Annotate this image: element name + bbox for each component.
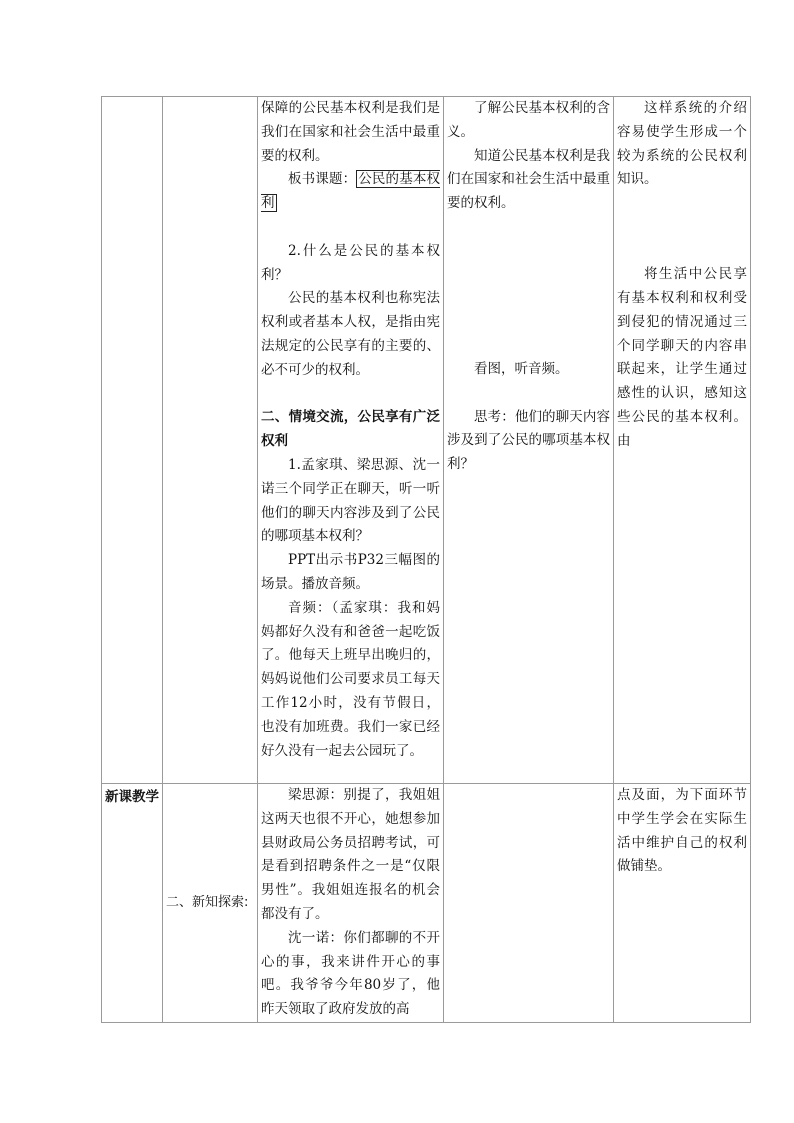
teacher-activity-cell: [258, 97, 444, 784]
stage-label: 新课教学: [105, 789, 159, 805]
subsection-cell: [163, 784, 258, 1023]
ppt-instruction: PPT出示书P32三幅图的场景。播放音频。: [261, 552, 440, 592]
design-intent-cell: [614, 784, 751, 1023]
intent-paragraph-1: 这样系统的介绍容易使学生形成一个较为系统的公民权利知识。: [617, 100, 747, 188]
teacher-paragraph: 保障的公民基本权利是我们是我们在国家和社会生活中最重要的权利。: [261, 100, 440, 164]
lesson-plan-table: [101, 96, 751, 1023]
student-activity-listen: 看图，听音频。: [474, 360, 569, 377]
board-title-line: [261, 168, 440, 216]
design-intent-cell: [614, 97, 751, 784]
stage-cell: [102, 784, 163, 1023]
board-title-box: 公民的基本权利: [261, 171, 440, 212]
subsection-label: 二、新知探索:: [166, 895, 249, 911]
item-1: 1.孟家琪、梁思源、沈一诺三个同学正在聊天，听一听他们的聊天内容涉及到了公民的哪项基本权利？: [261, 456, 440, 545]
student-goal-1: 了解公民基本权利的含义。: [447, 100, 610, 140]
table-row: [102, 97, 751, 784]
table-row: [102, 784, 751, 1023]
intent-paragraph-3: 点及面，为下面环节中学生学会在实际生活中维护自己的权利做铺垫。: [617, 787, 747, 875]
dialogue-liang: 梁思源：别提了，我姐姐这两天也很不开心，她想参加县财政局公务员招聘考试，可是看到招聘条件之一是“仅限男性”。我姐姐连报名的机会都没有了。: [261, 787, 440, 922]
board-label: 板书课题：: [288, 171, 357, 188]
intent-paragraph-2: 将生活中公民享有基本权利和权利受到侵犯的情况通过三个同学聊天的内容串联起来，让学生通过感性的认识，感知这些公民的基本权利。由: [617, 266, 747, 449]
section-heading: 二、情境交流，公民享有广泛权利: [261, 409, 440, 450]
student-activity-cell: [444, 784, 614, 1023]
student-goal-2: 知道公民基本权利是我们在国家和社会生活中最重要的权利。: [447, 147, 610, 212]
student-activity-think: 思考：他们的聊天内容涉及到了公民的哪项基本权利？: [447, 408, 610, 473]
student-activity-cell: [444, 97, 614, 784]
dialogue-shen: 沈一诺：你们都聊的不开心的事，我来讲件开心的事吧。我爷爷今年80岁了，他昨天领取了政府发放的高: [261, 929, 440, 1018]
definition-paragraph: 公民的基本权利也称宪法权利或者基本人权，是指由宪法规定的公民享有的主要的、必不可少的权利。: [261, 290, 440, 378]
stage-cell: [102, 97, 163, 784]
question-2: 2.什么是公民的基本权利？: [261, 242, 440, 283]
teacher-activity-cell: [258, 784, 444, 1023]
subsection-cell: [163, 97, 258, 784]
audio-transcript: 音频：（孟家琪：我和妈妈都好久没有和爸爸一起吃饭了。他每天上班早出晚归的，妈妈说他们公司要求员工每天工作12小时，没有节假日，也没有加班费。我们一家已经好久没有一起去公园玩了。: [261, 599, 440, 759]
